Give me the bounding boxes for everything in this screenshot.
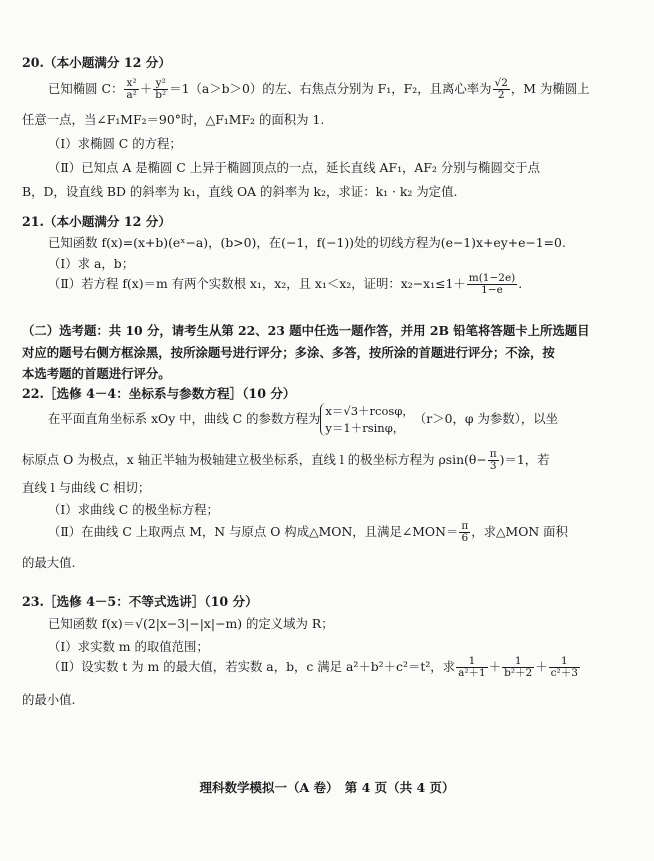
- q22-line-2: [22, 449, 550, 472]
- q22-l1a: 在平面直角坐标系 xOy 中，曲线 C 的参数方程为: [48, 411, 321, 427]
- pi3-num: π: [489, 448, 497, 460]
- q23-part-2: [48, 656, 581, 679]
- ellipse-x-num: x²: [124, 78, 138, 90]
- term-c-num: 1: [549, 656, 580, 668]
- pi6-num: π: [461, 520, 469, 532]
- q23-p2a: （Ⅱ）设实数 t 为 m 的最大值，若实数 a，b，c 满足 a²＋b²＋c²＝t²，求: [48, 659, 456, 675]
- q21-p2a: （Ⅱ）若方程 f(x)＝m 有两个实数根 x₁，x₂，且 x₁＜x₂，证明：x₂−x₁≤1＋: [48, 276, 466, 292]
- q21-frac-den: 1−e: [481, 284, 503, 297]
- q20-part-1: （Ⅰ）求椭圆 C 的方程；: [48, 136, 182, 151]
- param-eq-x: x＝√3＋rcosφ，: [325, 404, 414, 418]
- plus-1: ＋: [488, 659, 502, 675]
- q22-line-3: 直线 l 与曲线 C 相切；: [22, 480, 151, 495]
- q23-heading: 23.［选修 4－5：不等式选讲］（10 分）: [22, 594, 258, 609]
- pi3-den: 3: [489, 460, 497, 473]
- q22-line-1: [48, 403, 558, 436]
- q22-heading: 22.［选修 4－4：坐标系与参数方程］（10 分）: [22, 386, 296, 401]
- q20-l1a: 已知椭圆 C：: [48, 81, 124, 97]
- term-c-den: c²＋3: [550, 667, 578, 680]
- q21-part-2: [48, 273, 522, 296]
- q22-line-5: 的最大值.: [22, 555, 76, 570]
- q20-part-2b: B，D，设直线 BD 的斜率为 k₁，直线 OA 的斜率为 k₂，求证：k₁ · k₂ 为定值.: [22, 184, 458, 199]
- term-a-den: a²＋1: [458, 667, 486, 680]
- elective-line-3: 本选考题的首题进行评分。: [22, 366, 171, 381]
- pi-over-3: [488, 449, 499, 472]
- q22-p2b: ，求△MON 面积: [471, 524, 568, 540]
- q21-heading: 21.（本小题满分 12 分）: [22, 214, 171, 229]
- term-a-num: 1: [456, 656, 488, 668]
- term-b-num: 1: [502, 656, 534, 668]
- term-b-den: b²＋2: [504, 667, 533, 680]
- q22-part-1: （Ⅰ）求曲线 C 的极坐标方程；: [48, 502, 219, 517]
- q22-part-2: [48, 521, 568, 544]
- q23-part-1: （Ⅰ）求实数 m 的取值范围；: [48, 639, 209, 654]
- parametric-system: [320, 403, 413, 436]
- q20-l1c: ，M 为椭圆上: [510, 81, 590, 97]
- pi6-den: 6: [461, 532, 469, 545]
- q23-line-1: 已知函数 f(x)＝√(2|x−3|−|x|−m) 的定义域为 R；: [48, 616, 334, 631]
- term-a: [456, 656, 488, 679]
- q22-p2a: （Ⅱ）在曲线 C 上取两点 M，N 与原点 O 构成△MON，且满足∠MON＝: [48, 524, 459, 540]
- ecc-den: 2: [497, 89, 505, 102]
- ellipse-b-den: b²: [155, 89, 167, 102]
- q20-l1b: ＝1（a＞b＞0）的左、右焦点分别为 F₁，F₂，且离心率为: [169, 81, 492, 97]
- ellipse-y-term: [153, 78, 168, 101]
- q21-p2b: .: [518, 276, 523, 292]
- q20-part-2a: （Ⅱ）已知点 A 是椭圆 C 上异于椭圆顶点的一点，延长直线 AF₁，AF₂ 分别与椭圆交于点: [48, 160, 541, 175]
- param-eq-y: y＝1＋rsinφ，: [325, 420, 405, 435]
- q22-l2a: 标原点 O 为极点，x 轴正半轴为极轴建立极坐标系，直线 l 的极坐标方程为 ρsin(θ−: [22, 452, 487, 468]
- ecc-num: √2: [494, 77, 508, 89]
- ellipse-y-num: y²: [153, 78, 168, 90]
- term-c: [549, 656, 580, 679]
- ellipse-x-term: [124, 78, 138, 101]
- q21-line-1: 已知函数 f(x)=(x+b)(eˣ−a)，(b>0)，在(−1，f(−1))处的切线方程为(e−1)x+ey+e−1=0.: [48, 235, 566, 250]
- elective-line-1: （二）选考题：共 10 分，请考生从第 22、23 题中任选一题作答，并用 2B 铅笔将答题卡上所选题目: [22, 323, 590, 338]
- q20-line-2: 任意一点，当∠F₁MF₂＝90°时，△F₁MF₂ 的面积为 1.: [22, 112, 325, 127]
- elective-line-2: 对应的题号右侧方框涂黑，按所涂题号进行评分；多涂、多答，按所涂的首题进行评分；不涂，按: [22, 345, 555, 360]
- q20-line-1: 已知椭圆 C： $\frac{\text{x²}}{\text{a²}}$ ＋ $\frac{\text{y²}}{\text{b²}}$ ＝1（a＞b＞0）的左、右焦点分别为 F₁，F₂，且离心率为 $\frac{√2}{2}$ ，M 为椭圆上: [48, 77, 590, 102]
- page-footer: 理科数学模拟一（A 卷） 第 4 页（共 4 页）: [199, 780, 455, 795]
- q21-frac-num: m(1−2e): [468, 272, 516, 284]
- q21-part-1: （Ⅰ）求 a，b；: [48, 256, 135, 271]
- plus-2: ＋: [535, 659, 548, 675]
- q23-line-3: 的最小值.: [22, 692, 76, 707]
- q20-heading: 20.（本小题满分 12 分）: [22, 55, 171, 70]
- q21-fraction: [467, 273, 518, 296]
- eccentricity-frac: [493, 78, 510, 101]
- ellipse-a-den: a²: [126, 89, 137, 102]
- q22-l2b: )＝1，若: [499, 452, 550, 468]
- term-b: [502, 656, 534, 679]
- q22-l1b: （r＞0，φ 为参数），以坐: [413, 411, 559, 427]
- pi-over-6: [459, 521, 470, 544]
